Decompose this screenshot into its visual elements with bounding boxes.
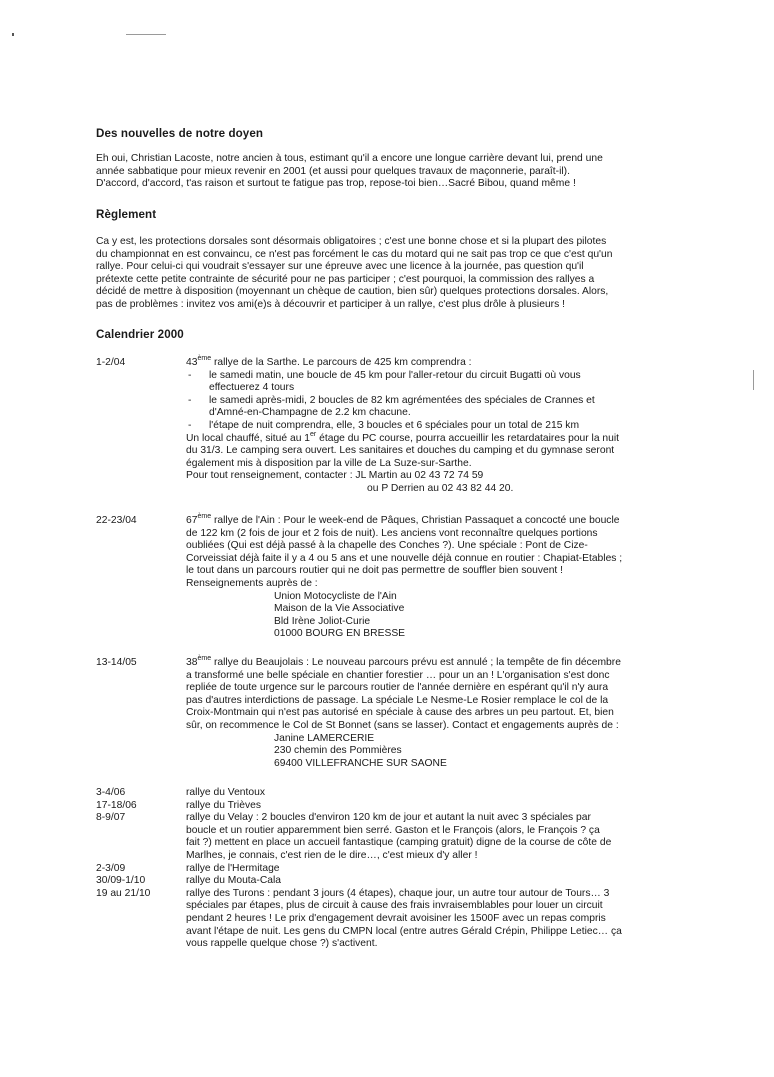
calendar-text: rallye du Velay : 2 boucles d'environ 120 km de jour et autant la nuit avec 3 spéciales par [186,812,591,824]
ordinal-suffix: ème [197,513,212,520]
bullet-item: - le samedi matin, une boucle de 45 km pour l'aller-retour du circuit Bugatti où vous [186,370,692,383]
address-line: Union Motocycliste de l'Ain [274,590,397,602]
calendar-text: rallye des Turons : pendant 3 jours (4 étapes), chaque jour, un autre tour autour de Tours… 3 [186,887,610,899]
calendar-text: rallye du Trièves [186,799,261,811]
text-line: de 122 km (2 fois de jour et 2 fois de nuit). Les anciens vont reconnaître quelques portions [186,527,598,539]
calendar-texts [186,787,692,951]
calendar-text: Marlhes, je connais, c'est rien de le dire…, c'est mieux d'y aller ! [186,849,478,861]
text-fragment: étage du PC course, pourra accueillir les retardataires pour la nuit [316,432,620,444]
text-line: décidé de mettre à disposition (moyennant un chèque de caution, bien sûr) quelques protections dorsales. Alors, [96,286,609,298]
text-line: pas d'autres interdictions de passage. La spéciale Le Nesme-Le Rosier remplace le col de la [186,694,609,706]
event-number: 38 [186,657,198,668]
ordinal-suffix: er [310,430,317,438]
section-title-calendrier: Calendrier 2000 [96,328,184,341]
calendar-text: fait ?) mettent en place un accueil fantastique (camping gratuit) digne de la course de côte de [186,837,612,849]
paragraph-doyen [96,153,696,191]
scan-artifact-edge [753,370,754,390]
bullet-continuation: effectuerez 4 tours [209,382,295,394]
calendar-text: rallye du Mouta-Cala [186,875,282,887]
contact-line: ou P Derrien au 02 43 82 44 20. [367,482,514,494]
scan-artifact-dot [12,33,14,36]
calendar-date: 2-3/09 [96,862,126,874]
event-beaujolais [186,657,692,770]
event-number: 43 [186,357,198,368]
calendar-date: 30/09-1/10 [96,875,146,887]
event-date: 1-2/04 [96,357,126,368]
calendar-dates [96,787,150,900]
text-line: D'accord, d'accord, t'as raison et surtout te fatigue pas trop, repose-toi bien…Sacré Bibou, quand même ! [96,178,576,190]
text-line: Eh oui, Christian Lacoste, notre ancien à tous, estimant qu'il a encore une longue carrière devant lui, prend une [96,153,603,164]
calendar-text: vous rappelle quelque chose ?) s'activent. [186,938,378,950]
text-line: pas de problèmes : invitez vos ami(e)s à découvrir et participer à un rallye, c'est plus drôle à plusieurs ! [96,298,565,310]
section-title-reglement: Règlement [96,208,157,221]
contact-line: Pour tout renseignement, contacter : JL Martin au 02 43 72 74 59 [186,470,484,482]
calendar-text: spéciales par étapes, plus de circuit à cause des frais invraisemblables pour louer un circuit [186,900,603,912]
event-heading: rallye de la Sarthe. Le parcours de 425 km comprendra : [211,357,472,368]
address-line: Maison de la Vie Associative [274,603,405,615]
calendar-text: pendant 2 heures ! Le prix d'engagement devrait avoisiner les 1500F avec un repas compris [186,912,606,924]
calendar-text: rallye de l'Hermitage [186,862,280,874]
bullet-continuation: d'Amné-en-Champagne de 2.2 km chacune. [209,407,411,419]
text-fragment: rallye de l'Ain : Pour le week-end de Pâques, Christian Passaquet a concocté une boucle [211,515,620,526]
text-line: également mis à disposition par la ville de La Suze-sur-Sarthe. [186,457,472,469]
section-title-doyen: Des nouvelles de notre doyen [96,127,264,140]
address-line: 01000 BOURG EN BRESSE [274,628,406,640]
paragraph-reglement [96,236,696,312]
calendar-date: 19 au 21/10 [96,887,151,899]
event-number: 67 [186,515,198,526]
ordinal-suffix: ème [197,355,212,362]
event-sarthe [186,357,692,496]
text-line: du 31/3. Le camping sera ouvert. Les sanitaires et douches du camping et du gymnase seront [186,445,615,457]
text-line: a transformé une belle spéciale en chantier forestier … pour un an ! L'organisation s'est donc [186,669,610,681]
address-line: 230 chemin des Pommières [274,745,402,757]
event-date: 22-23/04 [96,515,137,526]
text-line: rallye. Pour celui-ci qui voudrait s'essayer sur une épreuve avec une licence à la journée, pas question qu'il [96,261,584,273]
ordinal-suffix: ème [197,655,212,662]
calendar-text: avant l'étape de nuit. Les gens du CMPN local (entre autres Gérald Crépin, Philippe Letiec… ça [186,925,622,937]
text-line: Ca y est, les protections dorsales sont désormais obligatoires ; c'est une bonne chose et si la plupart des pilotes [96,236,607,247]
calendar-text: boucle et un routier apparemment bien serré. Gaston et le François (alors, le François ? ça [186,824,600,836]
address-line: 69400 VILLEFRANCHE SUR SAONE [274,757,447,769]
calendar-date: 3-4/06 [96,787,126,798]
scan-artifact-line [126,34,166,35]
event-date: 13-14/05 [96,657,137,668]
address-line: Janine LAMERCERIE [274,732,375,744]
text-line: Croix-Montmain qui n'est pas autorisé en spéciale à cause des arbres un peu partout. Et, bien [186,707,614,719]
bullet-item: - l'étape de nuit comprendra, elle, 3 boucles et 6 spéciales pour un total de 215 km [186,420,692,433]
event-ain [186,515,692,641]
bullet-item: - le samedi après-midi, 2 boucles de 82 km agrémentées des spéciales de Crannes et [186,395,692,408]
text-line: oubliées (Qui est déjà passé à la chapelle des Conches ?). Une spéciale : Pont de Cize- [186,540,588,552]
text-line: année sabbatique pour mieux revenir en 2001 (et aussi pour quelques travaux de maçonnerie, paraît-il). [96,165,570,177]
text-line: le tout dans un parcours routier qui ne doit pas permettre de souffler bien souvent ! [186,565,564,577]
text-line: sûr, on recommence le Col de St Bonnet (sans se lasser). Contact et engagements auprès de : [186,719,619,731]
calendar-date: 17-18/06 [96,799,137,811]
text-line: Corveissiat déjà faite il y a 4 ou 5 ans et une nouvelle déjà connue en routier : Chapiat-Etables ; [186,552,623,564]
text-line: repliée de toute urgence sur le parcours routier de l'année dernière en espérant qu'il n'y aura [186,682,609,694]
text-line: Renseignements auprès de : [186,577,318,589]
text-fragment: Un local chauffé, situé au 1 [186,432,311,444]
calendar-date: 8-9/07 [96,812,126,824]
text-fragment: rallye du Beaujolais : Le nouveau parcours prévu est annulé ; la tempête de fin décembre [211,657,621,668]
text-line: du championnat en est convaincu, ce n'est pas forcément le cas du motard qui ne sait pas trop ce que c'est qu'un [96,248,613,260]
calendar-text: rallye du Ventoux [186,787,265,798]
address-line: Bld Irène Joliot-Curie [274,615,371,627]
text-line: prétexte cette petite contrainte de sécurité pour ne pas participer ; c'est pourquoi, la commission des rallyes a [96,273,595,285]
